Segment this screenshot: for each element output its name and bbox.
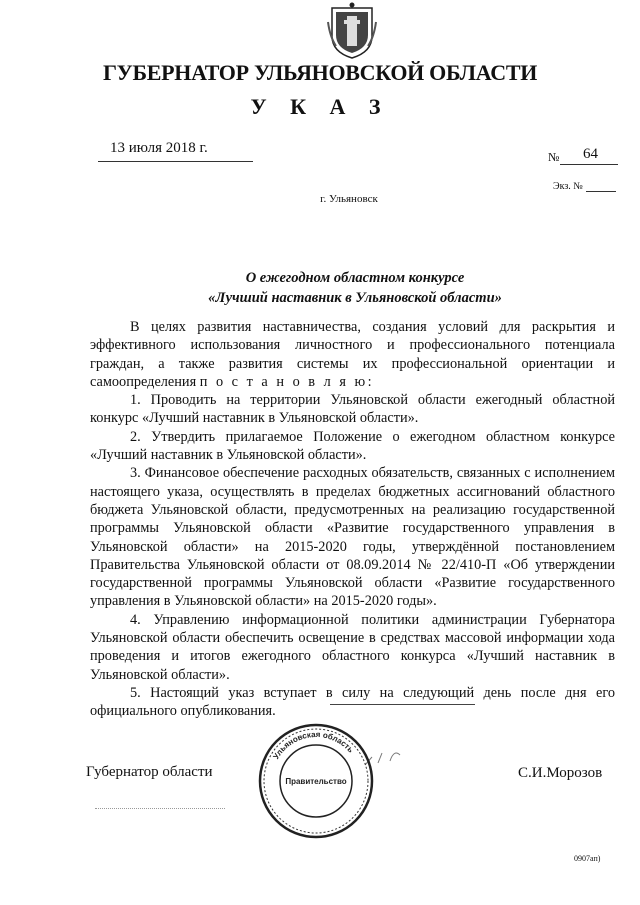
city: г. Ульяновск — [320, 193, 378, 205]
preamble — [90, 318, 615, 391]
scan-artifact-line — [95, 798, 225, 809]
clause-1: 1. Проводить на территории Ульяновской области ежегодный областной конкурс «Лучший наставник в Ульяновской области». — [90, 392, 615, 427]
clause-4: 4. Управлению информационной политики администрации Губернатора Ульяновской области обеспечить освещение в средствах массовой информации хода проведения и итогов ежегодного областного конкурса «Лучший наставник в Ульяновской области». — [90, 611, 615, 683]
document-type: У К А З — [250, 94, 390, 119]
copy-number-label: Экз. № — [553, 181, 583, 192]
decree-body — [90, 318, 615, 721]
decree-subject — [90, 268, 620, 308]
coat-of-arms-icon — [327, 2, 377, 60]
official-seal-icon — [257, 722, 375, 840]
preamble-text: В целях развития наставничества, создания условий для раскрытия и эффективного использования личностного и профессионального потенциала граждан, а также развития системы их профессиональной ориентации и самоопределения — [90, 319, 615, 390]
clause-2: 2. Утвердить прилагаемое Положение о ежегодном областном конкурсе «Лучший наставник в Ульяновской области». — [90, 428, 615, 464]
form-code: 0907ап) — [574, 854, 601, 863]
decree-number: 64 — [583, 146, 598, 162]
subject-line-1: О ежегодном областном конкурсе — [245, 270, 465, 286]
resolve-word: п о с т а н о в л я ю — [199, 373, 368, 390]
date-underline — [98, 161, 253, 162]
decree-date: 13 июля 2018 г. — [110, 140, 208, 156]
copy-number-underline — [586, 191, 616, 192]
clause-5: 5. Настоящий указ вступает в силу на следующий день после дня его официального опубликования. — [90, 684, 615, 720]
number-label: № — [548, 150, 560, 164]
preamble-colon: : — [367, 373, 372, 390]
subject-line-2: «Лучший наставник в Ульяновской области» — [208, 290, 502, 306]
seal-center-text: Правительство — [285, 777, 347, 786]
clause-3: 3. Финансовое обеспечение расходных обязательств, связанных с исполнением настоящего указа, осуществлять в пределах бюджетных ассигнований областного бюджета Ульяновской области, предусмотренных на реализацию государственной программы Ульяновской области «Развитие государственного управления в Ульяновской области» на 2015-2020 годы, утверждённой постановлением Правительства Ульяновской области от 08.09.2014 № 22/410-П «Об утверждении государственной программы Ульяновской области «Развитие государственного управления в Ульяновской области» на 2015-2020 годы». — [90, 465, 615, 610]
seal-ring-text: Ульяновская область — [271, 729, 356, 761]
signer-title: Губернатор области — [86, 764, 213, 780]
signature-line — [330, 704, 475, 705]
signer-name: С.И.Морозов — [518, 765, 603, 781]
issuing-authority: ГУБЕРНАТОР УЛЬЯНОВСКОЙ ОБЛАСТИ — [102, 60, 538, 85]
number-underline — [560, 164, 618, 165]
